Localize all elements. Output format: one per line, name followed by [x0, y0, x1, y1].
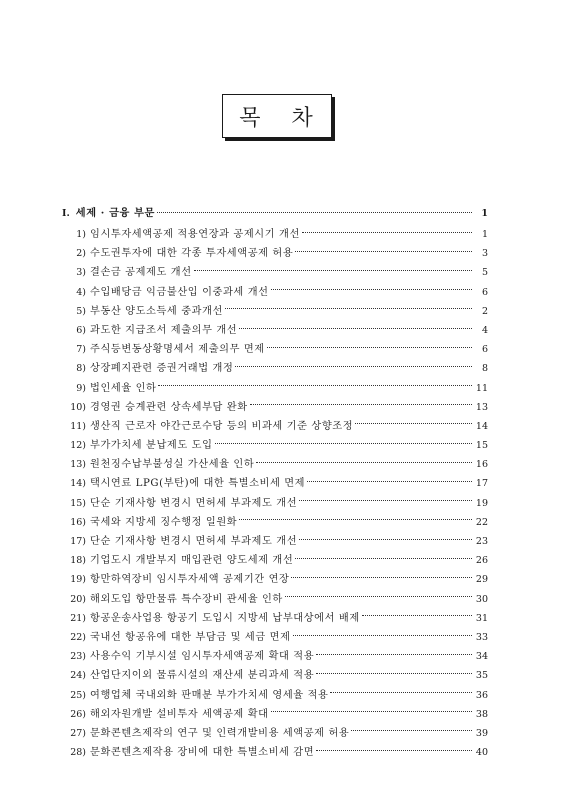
toc-entry	[62, 436, 488, 455]
toc-entry-number: 16)	[70, 516, 86, 528]
toc-entry-label: 산업단지이외 물류시설의 재산세 분리과세 적용	[90, 670, 315, 682]
toc-entry-number: 24)	[70, 670, 86, 682]
toc-entry	[62, 283, 488, 302]
dot-leader	[285, 595, 472, 597]
toc-entry	[62, 628, 488, 647]
dot-leader	[295, 557, 472, 559]
dot-leader	[235, 365, 472, 367]
dot-leader	[157, 211, 472, 213]
toc-entry-page-number: 5	[481, 267, 488, 279]
toc-entry	[62, 590, 488, 609]
toc-entry	[62, 321, 488, 340]
dot-leader	[256, 461, 472, 463]
toc-entry-page-number: 14	[475, 420, 488, 432]
dot-leader	[215, 442, 472, 444]
toc-entry-label: 경영권 승계관련 상속세부담 완화	[90, 401, 248, 413]
toc-entry-page-number: 3	[481, 248, 488, 260]
toc-entry-page-number: 1	[481, 229, 488, 240]
toc-entry-page-number: 31	[475, 612, 488, 624]
toc-entry-number: 26)	[70, 708, 86, 720]
toc-entry	[62, 359, 488, 378]
toc-entry-page-number: 29	[475, 574, 488, 586]
dot-leader	[271, 288, 472, 290]
toc-entry-label: 해외도입 항만물류 특수장비 관세율 인하	[90, 593, 283, 605]
toc-entry-page-number: 30	[475, 593, 488, 605]
page-title	[222, 94, 332, 138]
toc-entry	[62, 455, 488, 474]
toc-entry	[62, 532, 488, 551]
toc-entry-page-number: 39	[475, 727, 488, 739]
section-number: Ⅰ.	[62, 208, 70, 219]
dot-leader	[316, 653, 472, 655]
toc-entry-page-number: 15	[475, 440, 488, 452]
toc-entry-label: 부가가치세 분납제도 도입	[90, 440, 213, 452]
dot-leader	[330, 691, 472, 693]
dot-leader	[351, 729, 472, 731]
toc-entry	[62, 474, 488, 493]
toc-entry-number: 6)	[76, 324, 86, 336]
dot-leader	[194, 269, 472, 271]
toc-entry-label: 수도권투자에 대한 각종 투자세액공제 허용	[90, 248, 294, 260]
toc-entry-label: 결손금 공제제도 개선	[90, 267, 192, 279]
toc-entry-label: 주식등변동상황명세서 제출의무 면제	[90, 344, 265, 356]
dot-leader	[271, 710, 472, 712]
toc-entry-label: 택시연료 LPG(부탄)에 대한 특별소비세 면제	[90, 478, 306, 490]
toc-entry-label: 수입배당금 익금불산입 이중과세 개선	[90, 286, 269, 298]
dot-leader	[316, 749, 472, 751]
dot-leader	[158, 384, 472, 386]
dot-leader	[302, 231, 472, 233]
toc-entry-page-number: 4	[481, 324, 488, 336]
toc-entry	[62, 225, 488, 244]
toc-entry-label: 과도한 지급조서 제출의무 개선	[90, 324, 238, 336]
toc-entry-page-number: 40	[475, 747, 488, 759]
toc-entry	[62, 302, 488, 321]
toc-entry-number: 8)	[76, 363, 86, 375]
dot-leader	[362, 614, 472, 616]
toc-entry-label: 생산직 근로자 야간근로수당 등의 비과세 기준 상향조정	[90, 420, 354, 432]
dot-leader	[267, 346, 472, 348]
toc-entry-number: 15)	[70, 497, 86, 509]
toc-entry-number: 5)	[76, 305, 86, 317]
toc-entry-number: 25)	[70, 689, 86, 701]
toc-entry-number: 9)	[76, 382, 86, 394]
toc-entry-number: 11)	[70, 420, 86, 432]
toc-entry-label: 임시투자세액공제 적용연장과 공제시기 개선	[90, 229, 300, 240]
toc-entry	[62, 340, 488, 359]
toc-entry-page-number: 2	[481, 305, 488, 317]
dot-leader	[299, 499, 472, 501]
toc-entry	[62, 743, 488, 762]
toc-entry-number: 22)	[70, 631, 86, 643]
toc-entry-page-number: 23	[475, 536, 488, 547]
toc-entry-label: 항만하역장비 임시투자세액 공제기간 연장	[90, 574, 290, 586]
dot-leader	[316, 672, 472, 674]
dot-leader	[239, 518, 472, 520]
toc-entry-number: 13)	[70, 459, 86, 471]
toc-entry-label: 부동산 양도소득세 중과개선	[90, 305, 223, 317]
toc-entry	[62, 379, 488, 398]
toc-entry-page-number: 11	[475, 382, 488, 394]
toc-entry-number: 1)	[76, 229, 86, 240]
toc-entry-page-number: 17	[475, 478, 488, 490]
toc-entry-page-number: 16	[475, 459, 488, 471]
dot-leader	[299, 538, 472, 540]
toc-entry-page-number: 33	[475, 631, 488, 643]
toc-entry	[62, 494, 488, 513]
toc-entry-number: 3)	[76, 267, 86, 279]
toc-entry	[62, 724, 488, 743]
toc-entry-number: 14)	[70, 478, 86, 490]
dot-leader	[355, 422, 472, 424]
toc-entry-page-number: 26	[475, 555, 488, 567]
toc-entry	[62, 398, 488, 417]
dot-leader	[239, 327, 472, 329]
toc-entry	[62, 705, 488, 724]
toc-entry	[62, 513, 488, 532]
toc-entry-number: 7)	[76, 344, 86, 356]
toc-entry-number: 20)	[70, 593, 86, 605]
dot-leader	[307, 480, 472, 482]
toc-entry	[62, 666, 488, 685]
toc-entry-number: 19)	[70, 574, 86, 586]
toc-entry	[62, 570, 488, 589]
toc-entry-page-number: 8	[481, 363, 488, 375]
dot-leader	[293, 634, 472, 636]
dot-leader	[295, 250, 472, 252]
toc-entry-page-number: 35	[475, 670, 488, 682]
toc-entry-label: 국내선 항공유에 대한 부담금 및 세금 면제	[90, 631, 291, 643]
section-label: 세제 · 금융 부문	[75, 207, 155, 219]
toc-entry	[62, 263, 488, 282]
toc-entry-label: 사용수익 기부시설 임시투자세액공제 확대 적용	[90, 651, 315, 663]
toc-entry-page-number: 13	[475, 401, 488, 413]
toc-entry-page-number: 34	[475, 651, 488, 663]
toc-entry-label: 여행업체 국내외화 판매분 부가가치세 영세율 적용	[90, 689, 329, 701]
section-page-number: 1	[481, 208, 488, 219]
toc-entry-label: 국세와 지방세 징수행정 일원화	[90, 516, 238, 528]
toc-entry-label: 문화콘텐츠제작의 연구 및 인력개발비용 세액공제 허용	[90, 727, 350, 739]
toc-entry-label: 해외자원개발 설비투자 세액공제 확대	[90, 708, 269, 720]
dot-leader	[291, 576, 472, 578]
toc-entry	[62, 647, 488, 666]
toc-entry-label: 단순 기재사항 변경시 면허세 부과제도 개선	[90, 536, 298, 547]
toc-entry-page-number: 38	[475, 708, 488, 720]
toc-entry	[62, 609, 488, 628]
toc-entry-page-number: 22	[475, 516, 488, 528]
dot-leader	[250, 403, 472, 405]
toc-entry	[62, 551, 488, 570]
toc-entry-number: 17)	[70, 536, 86, 547]
toc-entry-number: 12)	[70, 440, 86, 452]
toc-entry-number: 2)	[76, 248, 86, 260]
toc-entry-number: 28)	[70, 747, 86, 759]
toc-entry-label: 문화콘텐츠제작용 장비에 대한 특별소비세 감면	[90, 747, 315, 759]
toc-entry-page-number: 6	[481, 344, 488, 356]
toc-entry-number: 21)	[70, 612, 86, 624]
toc-entry-label: 법인세율 인하	[90, 382, 157, 394]
toc-section-heading	[62, 204, 488, 225]
toc-entry	[62, 417, 488, 436]
toc-entry-label: 상장폐지관련 증권거래법 개정	[90, 363, 234, 375]
dot-leader	[225, 307, 472, 309]
toc-entry-label: 원천징수납부불성실 가산세율 인하	[90, 459, 255, 471]
page-title-text: 목 차	[239, 105, 325, 131]
toc-entry-number: 4)	[76, 286, 86, 298]
toc-entry	[62, 244, 488, 263]
toc-entry-number: 27)	[70, 727, 86, 739]
toc-entry-page-number: 6	[481, 286, 488, 298]
toc-entry	[62, 686, 488, 705]
toc-entry-label: 단순 기재사항 변경시 면허세 부과제도 개선	[90, 497, 298, 509]
toc-entry-number: 18)	[70, 555, 86, 567]
table-of-contents	[62, 204, 488, 762]
toc-entry-label: 기업도시 개발부지 매입관련 양도세제 개선	[90, 555, 294, 567]
toc-entry-page-number: 19	[475, 497, 488, 509]
toc-entry-label: 항공운송사업용 항공기 도입시 지방세 납부대상에서 배제	[90, 612, 360, 624]
toc-entry-number: 23)	[70, 651, 86, 663]
toc-entry-number: 10)	[70, 401, 86, 413]
toc-entry-page-number: 36	[475, 689, 488, 701]
